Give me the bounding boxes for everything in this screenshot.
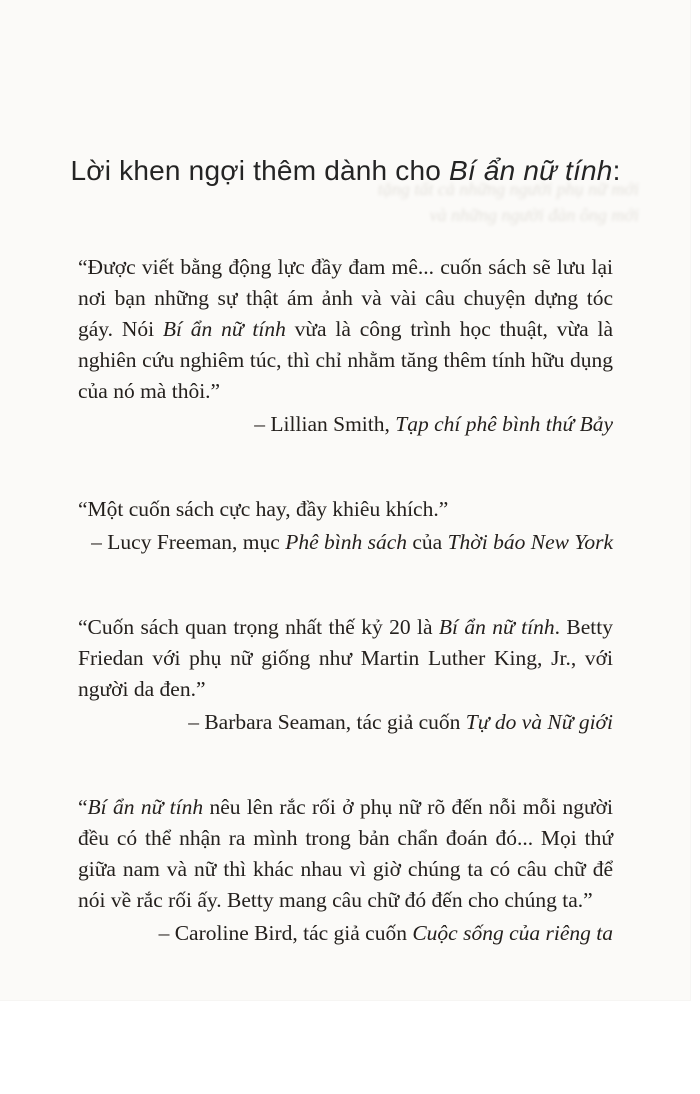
showthrough-line: và những người đàn ông mới — [429, 205, 639, 225]
quote-attribution — [78, 409, 613, 440]
quote-text — [78, 494, 613, 525]
text-run: “Một cuốn sách cực hay, đầy khiêu khích.” — [78, 497, 449, 521]
text-run: “Được viết bằng động lực đầy đam mê... cuốn sách sẽ lưu lại nơi bạn những sự thật ám ảnh và vài câu chuyện dựng tóc gáy. Nói — [78, 255, 613, 341]
italic-text-run: Phê bình sách — [285, 530, 407, 554]
text-run: “Cuốn sách quan trọng nhất thế kỷ 20 là — [78, 615, 439, 639]
showthrough-line: tặng tất cả những người phụ nữ mới — [377, 179, 639, 199]
italic-text-run: Bí ẩn nữ tính — [87, 795, 204, 819]
page-title-prefix: Lời khen ngợi thêm dành cho — [70, 155, 449, 186]
quote-block — [78, 252, 613, 440]
italic-text-run: Thời báo New York — [447, 530, 613, 554]
quote-text — [78, 792, 613, 916]
text-run: – Caroline Bird, tác giả cuốn — [158, 921, 413, 945]
page-title — [0, 152, 691, 190]
quote-text — [78, 252, 613, 407]
quote-block — [78, 792, 613, 949]
quote-attribution — [78, 918, 613, 949]
quote-block — [78, 612, 613, 738]
quote-attribution — [78, 527, 613, 558]
page-title-suffix: : — [612, 155, 621, 186]
text-run: – Lucy Freeman, mục — [91, 530, 286, 554]
text-run: nêu lên rắc rối ở phụ nữ rõ đến nỗi mỗi người đều có thể nhận ra mình trong bản chẩn đoán đó... Mọi thứ giữa nam và nữ thì khác nhau vì giờ chúng ta có câu chữ để nói về rắc rối ấy. Betty mang câu chữ đó đến cho chúng ta.” — [78, 795, 614, 912]
italic-text-run: Bí ẩn nữ tính — [162, 317, 286, 341]
italic-text-run: Tự do và Nữ giới — [465, 710, 613, 734]
quote-attribution — [78, 707, 613, 738]
italic-text-run: Bí ẩn nữ tính — [438, 615, 555, 639]
page-title-book-name: Bí ẩn nữ tính — [449, 155, 613, 186]
italic-text-run: Cuộc sống của riêng ta — [412, 921, 613, 945]
text-run: của — [407, 530, 448, 554]
text-run: – Barbara Seaman, tác giả cuốn — [188, 710, 466, 734]
quote-block — [78, 494, 613, 558]
text-run: – Lillian Smith, — [254, 412, 396, 436]
quote-text — [78, 612, 613, 705]
text-run: vừa là công trình học thuật, vừa là nghiên cứu nghiêm túc, thì chỉ nhằm tăng thêm tính hữu dụng của nó mà thôi.” — [78, 317, 614, 403]
italic-text-run: Tạp chí phê bình thứ Bảy — [395, 412, 613, 436]
text-run: “ — [78, 795, 88, 819]
praise-quotes-list — [0, 252, 691, 949]
text-run: . Betty Friedan với phụ nữ giống như Martin Luther King, Jr., với người da đen.” — [78, 615, 613, 701]
